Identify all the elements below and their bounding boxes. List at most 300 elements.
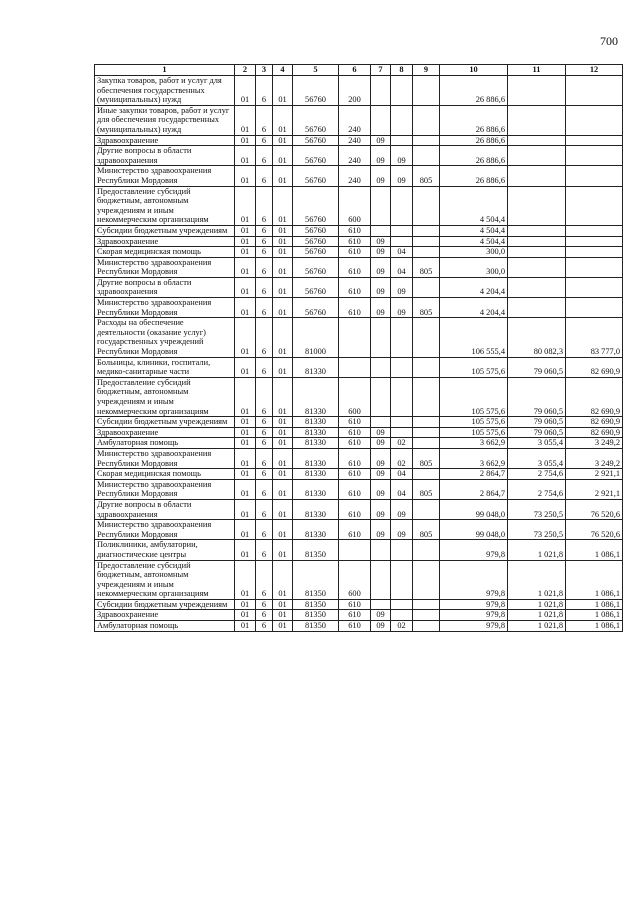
code-cell: 600: [339, 186, 371, 225]
code-cell: 56760: [293, 247, 339, 258]
code-cell: 805: [413, 257, 440, 277]
code-cell: 01: [273, 298, 293, 318]
code-cell: [391, 186, 413, 225]
amount-cell: 80 082,3: [508, 318, 566, 357]
code-cell: 01: [235, 377, 256, 416]
code-cell: 6: [256, 417, 273, 428]
column-header: 2: [235, 65, 256, 76]
table-row: [95, 186, 623, 225]
code-cell: 01: [273, 469, 293, 480]
code-cell: 09: [371, 166, 391, 186]
code-cell: 6: [256, 469, 273, 480]
code-cell: 610: [339, 257, 371, 277]
amount-cell: 1 086,1: [566, 540, 623, 560]
code-cell: 610: [339, 225, 371, 236]
code-cell: 09: [371, 479, 391, 499]
code-cell: 01: [273, 599, 293, 610]
table-row: [95, 105, 623, 135]
code-cell: [391, 540, 413, 560]
column-header: 12: [566, 65, 623, 76]
code-cell: 240: [339, 166, 371, 186]
code-cell: 200: [339, 76, 371, 106]
code-cell: 56760: [293, 186, 339, 225]
code-cell: 6: [256, 540, 273, 560]
code-cell: 81330: [293, 417, 339, 428]
row-label: Министерство здравоохранения Республики Мордовия: [95, 298, 235, 318]
code-cell: 09: [371, 448, 391, 468]
code-cell: 01: [235, 417, 256, 428]
code-cell: 240: [339, 105, 371, 135]
amount-cell: 79 060,5: [508, 377, 566, 416]
code-cell: 6: [256, 448, 273, 468]
code-cell: 04: [391, 479, 413, 499]
amount-cell: 105 575,6: [440, 417, 508, 428]
code-cell: 6: [256, 357, 273, 377]
amount-cell: [566, 186, 623, 225]
code-cell: 01: [273, 318, 293, 357]
code-cell: 01: [273, 621, 293, 632]
amount-cell: 79 060,5: [508, 427, 566, 438]
code-cell: 610: [339, 479, 371, 499]
code-cell: 01: [273, 76, 293, 106]
code-cell: [413, 621, 440, 632]
amount-cell: [566, 146, 623, 166]
code-cell: [371, 560, 391, 599]
amount-cell: 3 249,2: [566, 448, 623, 468]
code-cell: [371, 599, 391, 610]
code-cell: 56760: [293, 105, 339, 135]
code-cell: [413, 236, 440, 247]
amount-cell: 3 662,9: [440, 438, 508, 449]
code-cell: 01: [235, 621, 256, 632]
amount-cell: [508, 236, 566, 247]
code-cell: 09: [371, 135, 391, 146]
code-cell: 01: [273, 479, 293, 499]
amount-cell: 3 055,4: [508, 448, 566, 468]
code-cell: [413, 225, 440, 236]
code-cell: 56760: [293, 236, 339, 247]
code-cell: 81000: [293, 318, 339, 357]
code-cell: 6: [256, 257, 273, 277]
amount-cell: 979,8: [440, 610, 508, 621]
code-cell: 610: [339, 599, 371, 610]
code-cell: 600: [339, 560, 371, 599]
code-cell: 01: [235, 186, 256, 225]
column-header: 8: [391, 65, 413, 76]
amount-cell: 82 690,9: [566, 357, 623, 377]
amount-cell: [566, 277, 623, 297]
amount-cell: [508, 76, 566, 106]
row-label: Здравоохранение: [95, 135, 235, 146]
code-cell: 6: [256, 560, 273, 599]
row-label: Субсидии бюджетным учреждениям: [95, 225, 235, 236]
code-cell: 6: [256, 186, 273, 225]
amount-cell: 3 249,2: [566, 438, 623, 449]
amount-cell: 4 204,4: [440, 298, 508, 318]
code-cell: 610: [339, 438, 371, 449]
table-row: [95, 540, 623, 560]
amount-cell: 2 864,7: [440, 479, 508, 499]
code-cell: 01: [273, 135, 293, 146]
amount-cell: 4 504,4: [440, 225, 508, 236]
code-cell: 240: [339, 146, 371, 166]
code-cell: 6: [256, 146, 273, 166]
amount-cell: [508, 146, 566, 166]
code-cell: [413, 438, 440, 449]
code-cell: 01: [235, 560, 256, 599]
amount-cell: [508, 186, 566, 225]
code-cell: 81330: [293, 427, 339, 438]
table-row: [95, 377, 623, 416]
code-cell: 01: [273, 247, 293, 258]
code-cell: [391, 427, 413, 438]
row-label: Скорая медицинская помощь: [95, 469, 235, 480]
code-cell: 56760: [293, 146, 339, 166]
amount-cell: 1 021,8: [508, 540, 566, 560]
amount-cell: 1 021,8: [508, 621, 566, 632]
code-cell: [391, 76, 413, 106]
row-label: Скорая медицинская помощь: [95, 247, 235, 258]
code-cell: 81330: [293, 448, 339, 468]
code-cell: 09: [371, 610, 391, 621]
code-cell: 610: [339, 247, 371, 258]
code-cell: 01: [273, 105, 293, 135]
code-cell: 01: [235, 448, 256, 468]
table-row: [95, 277, 623, 297]
code-cell: 01: [235, 247, 256, 258]
table-row: [95, 166, 623, 186]
code-cell: 09: [371, 277, 391, 297]
code-cell: [339, 357, 371, 377]
code-cell: 6: [256, 520, 273, 540]
table-row: [95, 298, 623, 318]
code-cell: 81330: [293, 479, 339, 499]
code-cell: 01: [235, 469, 256, 480]
code-cell: 6: [256, 247, 273, 258]
row-label: Другие вопросы в области здравоохранения: [95, 146, 235, 166]
code-cell: [391, 236, 413, 247]
code-cell: [391, 377, 413, 416]
code-cell: 805: [413, 298, 440, 318]
code-cell: 81350: [293, 599, 339, 610]
amount-cell: 979,8: [440, 540, 508, 560]
amount-cell: 105 575,6: [440, 427, 508, 438]
table-row: [95, 357, 623, 377]
amount-cell: 73 250,5: [508, 520, 566, 540]
amount-cell: 979,8: [440, 599, 508, 610]
code-cell: 01: [235, 277, 256, 297]
code-cell: 01: [273, 357, 293, 377]
code-cell: 6: [256, 236, 273, 247]
code-cell: 01: [235, 76, 256, 106]
column-header: 1: [95, 65, 235, 76]
row-label: Поликлиники, амбулатории, диагностические центры: [95, 540, 235, 560]
code-cell: [391, 225, 413, 236]
code-cell: 610: [339, 499, 371, 519]
column-header: 10: [440, 65, 508, 76]
amount-cell: 82 690,9: [566, 427, 623, 438]
code-cell: 01: [235, 610, 256, 621]
code-cell: 04: [391, 469, 413, 480]
code-cell: 09: [371, 520, 391, 540]
code-cell: 09: [371, 438, 391, 449]
amount-cell: 1 086,1: [566, 560, 623, 599]
code-cell: 09: [391, 166, 413, 186]
code-cell: 01: [235, 357, 256, 377]
row-label: Амбулаторная помощь: [95, 438, 235, 449]
code-cell: [371, 540, 391, 560]
amount-cell: 1 086,1: [566, 621, 623, 632]
code-cell: [391, 357, 413, 377]
code-cell: 01: [235, 146, 256, 166]
amount-cell: 2 921,1: [566, 469, 623, 480]
code-cell: 01: [235, 499, 256, 519]
code-cell: [413, 247, 440, 258]
code-cell: 01: [273, 225, 293, 236]
amount-cell: 106 555,4: [440, 318, 508, 357]
code-cell: [413, 427, 440, 438]
row-label: Больницы, клиники, госпитали, медико-санитарные части: [95, 357, 235, 377]
code-cell: 805: [413, 479, 440, 499]
code-cell: [371, 417, 391, 428]
code-cell: 6: [256, 479, 273, 499]
amount-cell: 979,8: [440, 560, 508, 599]
code-cell: 6: [256, 277, 273, 297]
code-cell: [339, 318, 371, 357]
table-row: [95, 448, 623, 468]
amount-cell: 83 777,0: [566, 318, 623, 357]
table-row: [95, 417, 623, 428]
code-cell: [391, 599, 413, 610]
code-cell: 09: [371, 427, 391, 438]
code-cell: 805: [413, 448, 440, 468]
amount-cell: [508, 225, 566, 236]
code-cell: 01: [273, 417, 293, 428]
amount-cell: 3 662,9: [440, 448, 508, 468]
amount-cell: [566, 257, 623, 277]
code-cell: [391, 417, 413, 428]
amount-cell: 1 021,8: [508, 560, 566, 599]
code-cell: 610: [339, 610, 371, 621]
amount-cell: 99 048,0: [440, 520, 508, 540]
code-cell: [371, 377, 391, 416]
code-cell: 56760: [293, 257, 339, 277]
amount-cell: 82 690,9: [566, 377, 623, 416]
page-number: 700: [600, 34, 618, 48]
code-cell: 81330: [293, 469, 339, 480]
amount-cell: [566, 166, 623, 186]
code-cell: [391, 105, 413, 135]
amount-cell: 105 575,6: [440, 357, 508, 377]
code-cell: 805: [413, 166, 440, 186]
amount-cell: 4 504,4: [440, 236, 508, 247]
amount-cell: [566, 135, 623, 146]
code-cell: 01: [235, 105, 256, 135]
code-cell: 81330: [293, 438, 339, 449]
code-cell: [413, 105, 440, 135]
code-cell: 6: [256, 621, 273, 632]
code-cell: 01: [235, 438, 256, 449]
table-row: [95, 599, 623, 610]
code-cell: [413, 146, 440, 166]
table-row: [95, 76, 623, 106]
code-cell: 610: [339, 469, 371, 480]
code-cell: [413, 377, 440, 416]
code-cell: 01: [235, 479, 256, 499]
code-cell: 09: [371, 298, 391, 318]
code-cell: [413, 76, 440, 106]
code-cell: 56760: [293, 277, 339, 297]
amount-cell: 26 886,6: [440, 135, 508, 146]
amount-cell: 82 690,9: [566, 417, 623, 428]
row-label: Субсидии бюджетным учреждениям: [95, 417, 235, 428]
code-cell: 01: [235, 318, 256, 357]
code-cell: 6: [256, 105, 273, 135]
code-cell: 81350: [293, 540, 339, 560]
table-row: [95, 621, 623, 632]
code-cell: 01: [235, 166, 256, 186]
code-cell: 01: [273, 540, 293, 560]
amount-cell: 26 886,6: [440, 76, 508, 106]
code-cell: 09: [391, 277, 413, 297]
code-cell: 6: [256, 599, 273, 610]
column-header: 11: [508, 65, 566, 76]
row-label: Расходы на обеспечение деятельности (оказание услуг) государственных учреждений Республики Мордовия: [95, 318, 235, 357]
code-cell: 09: [391, 520, 413, 540]
code-cell: 56760: [293, 298, 339, 318]
code-cell: 01: [235, 236, 256, 247]
row-label: Министерство здравоохранения Республики Мордовия: [95, 479, 235, 499]
column-header: 9: [413, 65, 440, 76]
code-cell: 01: [273, 520, 293, 540]
code-cell: 09: [371, 236, 391, 247]
code-cell: 610: [339, 417, 371, 428]
amount-cell: [566, 105, 623, 135]
row-label: Иные закупки товаров, работ и услуг для обеспечения государственных (муниципальных) нужд: [95, 105, 235, 135]
code-cell: [371, 76, 391, 106]
code-cell: 09: [371, 257, 391, 277]
code-cell: 6: [256, 135, 273, 146]
code-cell: 01: [273, 560, 293, 599]
code-cell: [413, 499, 440, 519]
amount-cell: [508, 277, 566, 297]
amount-cell: 1 086,1: [566, 610, 623, 621]
amount-cell: 4 504,4: [440, 186, 508, 225]
code-cell: 01: [235, 540, 256, 560]
code-cell: 6: [256, 225, 273, 236]
table-row: [95, 469, 623, 480]
code-cell: 04: [391, 257, 413, 277]
code-cell: 01: [273, 186, 293, 225]
row-label: Здравоохранение: [95, 427, 235, 438]
code-cell: 01: [235, 599, 256, 610]
code-cell: 01: [273, 438, 293, 449]
row-label: Другие вопросы в области здравоохранения: [95, 277, 235, 297]
code-cell: 02: [391, 448, 413, 468]
table-row: [95, 560, 623, 599]
code-cell: 01: [273, 610, 293, 621]
row-label: Предоставление субсидий бюджетным, автономным учреждениям и иным некоммерческим организациям: [95, 560, 235, 599]
table-row: [95, 257, 623, 277]
amount-cell: 76 520,6: [566, 499, 623, 519]
code-cell: 01: [235, 257, 256, 277]
table-row: [95, 236, 623, 247]
code-cell: 610: [339, 621, 371, 632]
code-cell: 01: [235, 298, 256, 318]
amount-cell: 26 886,6: [440, 166, 508, 186]
amount-cell: [508, 135, 566, 146]
table-row: [95, 610, 623, 621]
code-cell: 01: [273, 377, 293, 416]
amount-cell: 979,8: [440, 621, 508, 632]
code-cell: 01: [273, 499, 293, 519]
amount-cell: 2 754,6: [508, 479, 566, 499]
code-cell: [371, 357, 391, 377]
code-cell: 600: [339, 377, 371, 416]
code-cell: [413, 610, 440, 621]
code-cell: 56760: [293, 166, 339, 186]
table-row: [95, 479, 623, 499]
code-cell: [413, 599, 440, 610]
code-cell: 56760: [293, 225, 339, 236]
amount-cell: 79 060,5: [508, 417, 566, 428]
code-cell: [413, 469, 440, 480]
code-cell: 01: [273, 257, 293, 277]
code-cell: 09: [391, 499, 413, 519]
budget-table: [94, 64, 623, 632]
row-label: Амбулаторная помощь: [95, 621, 235, 632]
table-row: [95, 520, 623, 540]
amount-cell: 99 048,0: [440, 499, 508, 519]
amount-cell: 4 204,4: [440, 277, 508, 297]
code-cell: [413, 277, 440, 297]
code-cell: 6: [256, 166, 273, 186]
code-cell: 6: [256, 610, 273, 621]
amount-cell: 26 886,6: [440, 146, 508, 166]
code-cell: 81330: [293, 520, 339, 540]
code-cell: 6: [256, 298, 273, 318]
code-cell: [371, 318, 391, 357]
code-cell: 56760: [293, 76, 339, 106]
row-label: Министерство здравоохранения Республики Мордовия: [95, 448, 235, 468]
code-cell: [413, 540, 440, 560]
code-cell: 01: [273, 427, 293, 438]
code-cell: 6: [256, 427, 273, 438]
code-cell: [391, 610, 413, 621]
code-cell: 09: [371, 247, 391, 258]
column-header: 6: [339, 65, 371, 76]
column-header: 5: [293, 65, 339, 76]
code-cell: 09: [391, 298, 413, 318]
table-row: [95, 427, 623, 438]
code-cell: 01: [273, 277, 293, 297]
row-label: Министерство здравоохранения Республики Мордовия: [95, 166, 235, 186]
code-cell: 01: [273, 448, 293, 468]
code-cell: 610: [339, 520, 371, 540]
column-header: 4: [273, 65, 293, 76]
code-cell: 09: [371, 469, 391, 480]
code-cell: [413, 186, 440, 225]
code-cell: 6: [256, 318, 273, 357]
code-cell: 81330: [293, 499, 339, 519]
code-cell: [413, 318, 440, 357]
code-cell: 6: [256, 377, 273, 416]
code-cell: 09: [391, 146, 413, 166]
row-label: Предоставление субсидий бюджетным, автономным учреждениям и иным некоммерческим организациям: [95, 377, 235, 416]
amount-cell: 1 021,8: [508, 599, 566, 610]
code-cell: [391, 318, 413, 357]
code-cell: 81350: [293, 560, 339, 599]
